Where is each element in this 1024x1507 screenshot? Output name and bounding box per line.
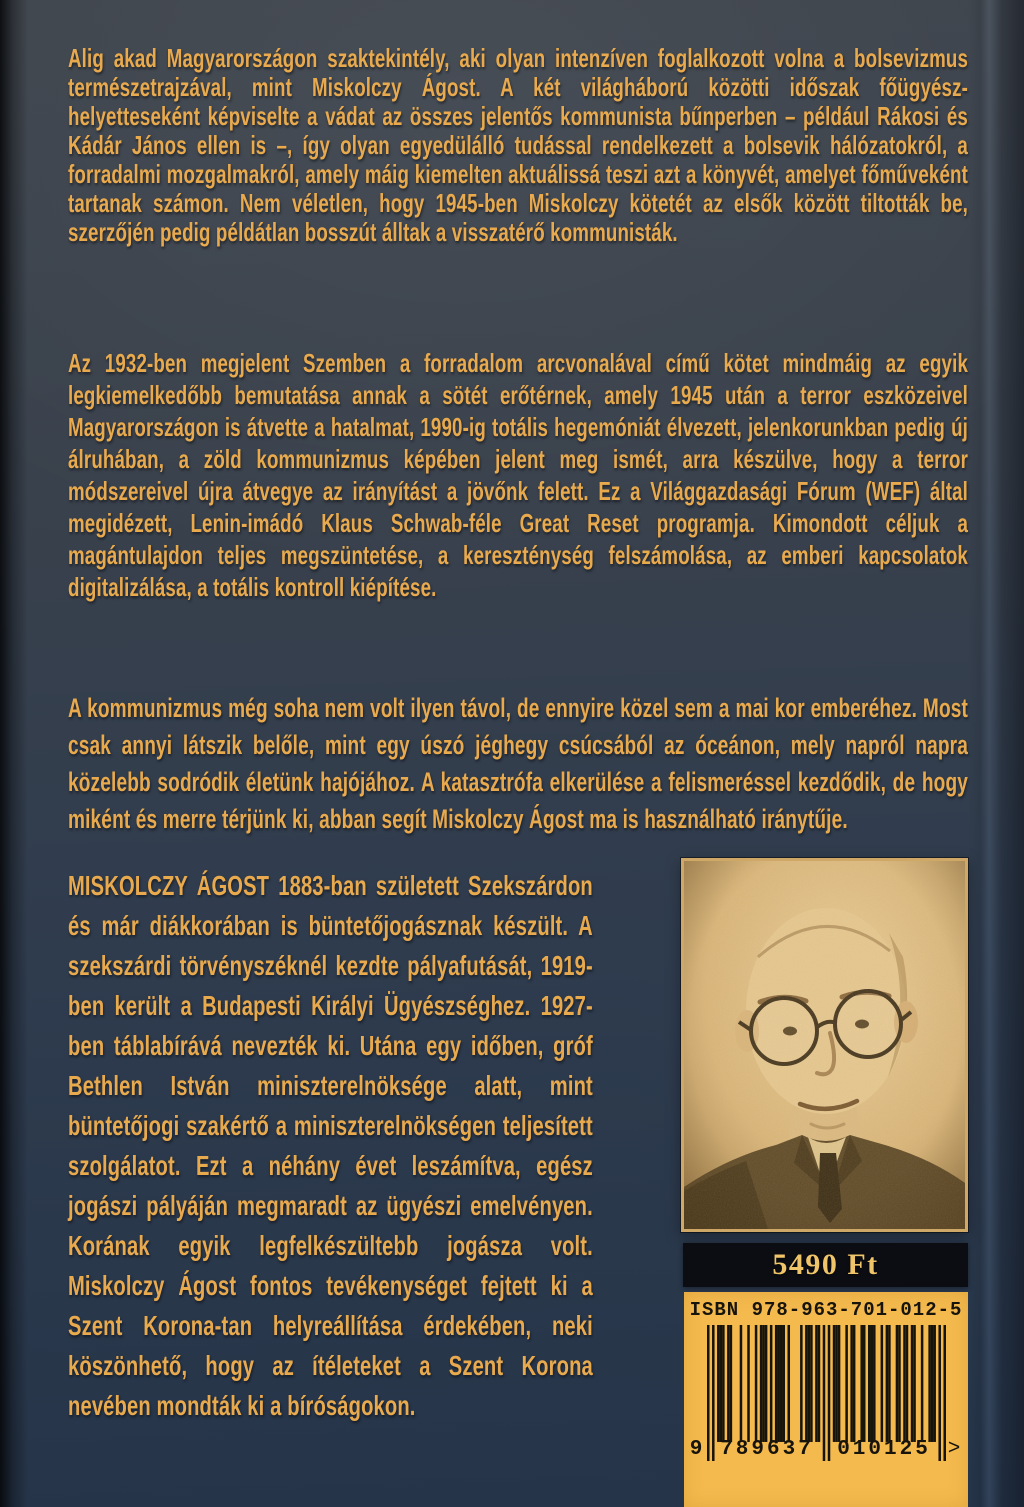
- price-band: [683, 1243, 968, 1287]
- barcode-digits-group2: 010125: [837, 1438, 931, 1461]
- barcode-digit-left: 9: [689, 1438, 703, 1461]
- blurb-paragraph-2: Az 1932-ben megjelent Szemben a forradalom arcvonalával című kötet mindmáig az egyik legkiemelkedőbb bemutatása annak a sötét erőtérnek, amely 1945 után a terror eszközeivel Magyarországon is átvette a hatalmat, 1990-ig totális hegemóniát élvezett, jelenkorunkban pedig új álruhában, a zöld kommunizmus képében jelent meg ismét, arra készülve, hogy a terror módszereivel újra átvegye az irányítást a jövőnk felett. Ez a Világgazdasági Fórum (WEF) által megidézett, Lenin-imádó Klaus Schwab-féle Great Reset programja. Kimondott céljuk a magántulajdon teljes megszüntetése, a kereszténység felszámolása, az emberi kapcsolatok digitalizálása, a totális kontroll kiépítése.: [68, 348, 969, 602]
- author-portrait: [681, 858, 968, 1232]
- author-bio: MISKOLCZY ÁGOST 1883-ban született Szekszárdon és már diákkorában is büntetőjogásznak készült. A szekszárdi törvényszéknél kezdte pályafutását, 1919-ben került a Budapesti Királyi Ügyészséghez. 1927-ben táblabírává nevezték ki. Utána egy időben, gróf Bethlen István miniszterelnöksége alatt, mint büntetőjogi szakértő a miniszterelnökségen teljesített szolgálatot. Ezt a néhány évet leszámítva, egész jogászi pályáján megmaradt az ügyészi emelvényen. Korának egyik legfelkészültebb jogásza volt. Miskolczy Ágost fontos tevékenységet fejtett ki a Szent Korona-tan helyreállítása érdekében, neki köszönhető, hogy az ítéleteket a Szent Korona nevében mondták ki a bíróságokon.: [68, 870, 593, 1421]
- book-page-edge: [968, 0, 1024, 1507]
- blurb-paragraph-1: Alig akad Magyarországon szaktekintély, aki olyan intenzíven foglalkozott volna a bolsevizmus természetrajzával, mint Miskolczy Ágost. A két világháború közötti időszak főügyész-helyetteseként képviselte a vádat az összes jelentős kommunista bűnperben – például Rákosi és Kádár János ellen is –, így olyan egyedülálló tudással rendelkezett a bolsevik hálózatokról, a forradalmi mozgalmakról, amely máig kiemelten aktuálissá teszi azt a könyvét, amelyet főműveként tartanak számon. Nem véletlen, hogy 1945-ben Miskolczy kötetét az elsők között tiltották be, szerzőjén pedig példátlan bosszút álltak a visszatérő kommunisták.: [68, 43, 969, 247]
- barcode-digits-group1: 789637: [720, 1438, 814, 1461]
- author-portrait-image: [684, 861, 965, 1229]
- blurb-paragraph-3: A kommunizmus még soha nem volt ilyen távol, de ennyire közel sem a mai kor emberéhez. Most csak annyi látszik belőle, mint egy úszó jéghegy csúcsából az óceánon, mely napról napra közelebb sodródik életünk hajójához. A katasztrófa elkerülése a felismeréssel kezdődik, de hogy miként és merre térjünk ki, abban segít Miskolczy Ágost ma is használható iránytűje.: [68, 693, 969, 834]
- barcode-label: [684, 1292, 968, 1507]
- barcode-end-mark: >: [947, 1438, 961, 1461]
- isbn-text: ISBN 978-963-701-012-5: [689, 1299, 963, 1321]
- price-text: 5490 Ft: [772, 1248, 879, 1281]
- spine-shadow: [0, 0, 28, 1507]
